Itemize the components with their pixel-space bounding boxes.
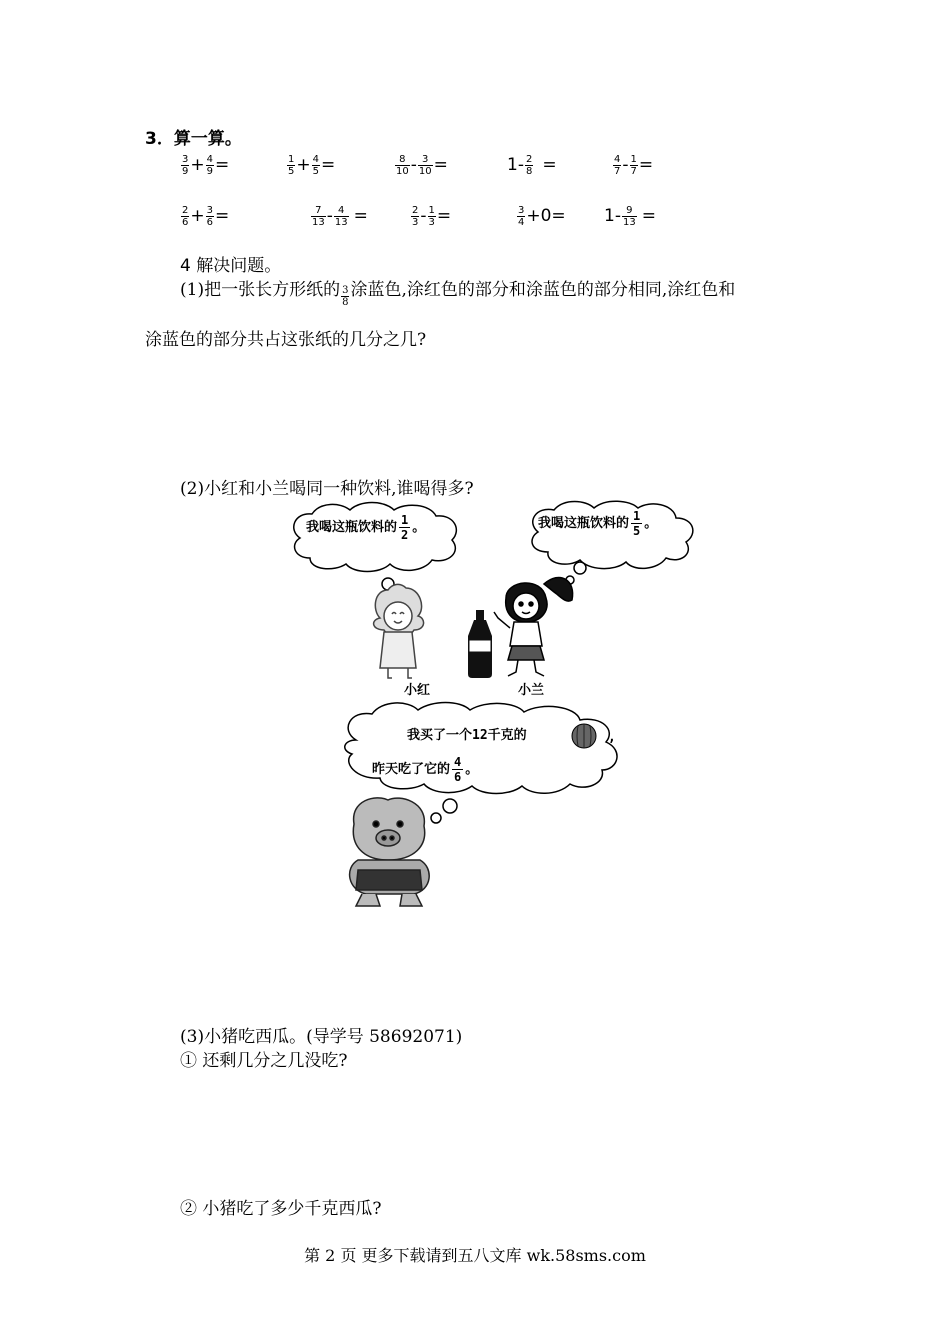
pig-bubble-line-2: 昨天吃了它的 $\frac{4}{6}$ 。 bbox=[372, 755, 479, 784]
girl-xiaohong-figure bbox=[374, 584, 424, 678]
bubble-left-text: 我喝这瓶饮料的 $\frac{1}{2}$ 。 bbox=[306, 513, 426, 542]
bubble-right-text: 我喝这瓶饮料的 $\frac{1}{5}$ 。 bbox=[538, 509, 658, 538]
question-3-title: (3)小猪吃西瓜。(导学号 58692071) bbox=[180, 1027, 463, 1047]
question-2-text: (2)小红和小兰喝同一种饮料,谁喝得多? bbox=[180, 479, 474, 499]
page-footer: 第 2 页 更多下载请到五八文库 wk.58sms.com bbox=[304, 1246, 646, 1265]
girl-xiaolan-figure bbox=[494, 577, 573, 676]
expression-r2-2: $\frac{7}{13}$ - $\frac{4}{13}$ = bbox=[312, 204, 368, 228]
section-4-heading: 4 解决问题。 bbox=[180, 256, 282, 276]
question-3-sub-1: ① 还剩几分之几没吃? bbox=[180, 1051, 348, 1071]
expression-r2-3: $\frac{2}{3}$ - $\frac{1}{3}$ = bbox=[412, 204, 452, 228]
watermelon-icon bbox=[572, 724, 596, 748]
pig-bubble-line-1: 我买了一个12千克的 bbox=[407, 728, 527, 743]
question-3-sub-2: ② 小猪吃了多少千克西瓜? bbox=[180, 1199, 382, 1219]
pig-bubble-comma: , bbox=[608, 730, 616, 745]
expression-r2-4: $\frac{3}{4}$ +0= bbox=[518, 204, 566, 228]
label-xiaohong: 小红 bbox=[404, 683, 431, 698]
label-xiaolan: 小兰 bbox=[518, 683, 545, 698]
expression-r1-4: 1- $\frac{2}{8}$ = bbox=[507, 153, 557, 177]
question-1-line-2: 涂蓝色的部分共占这张纸的几分之几? bbox=[145, 330, 427, 350]
soda-bottle-icon bbox=[468, 610, 492, 678]
expression-r1-5: $\frac{4}{7}$ - $\frac{1}{7}$ = bbox=[614, 153, 654, 177]
expression-r2-5: 1- $\frac{9}{13}$ = bbox=[604, 204, 656, 228]
expression-r1-2: $\frac{1}{5}$ + $\frac{4}{5}$ = bbox=[288, 153, 336, 177]
expression-r1-3: $\frac{8}{10}$ - $\frac{3}{10}$ = bbox=[396, 153, 448, 177]
expression-r2-1: $\frac{2}{6}$ + $\frac{3}{6}$ = bbox=[182, 204, 230, 228]
pig-figure bbox=[350, 798, 430, 906]
question-1-line-1: (1)把一张长方形纸的 $\frac{3}{8}$ 涂蓝色,涂红色的部分和涂蓝色的部分相同,涂红色和 bbox=[180, 280, 736, 308]
expression-r1-1: $\frac{3}{9}$ + $\frac{4}{9}$ = bbox=[182, 153, 230, 177]
section-3-heading: 3．算一算。 bbox=[145, 129, 242, 149]
